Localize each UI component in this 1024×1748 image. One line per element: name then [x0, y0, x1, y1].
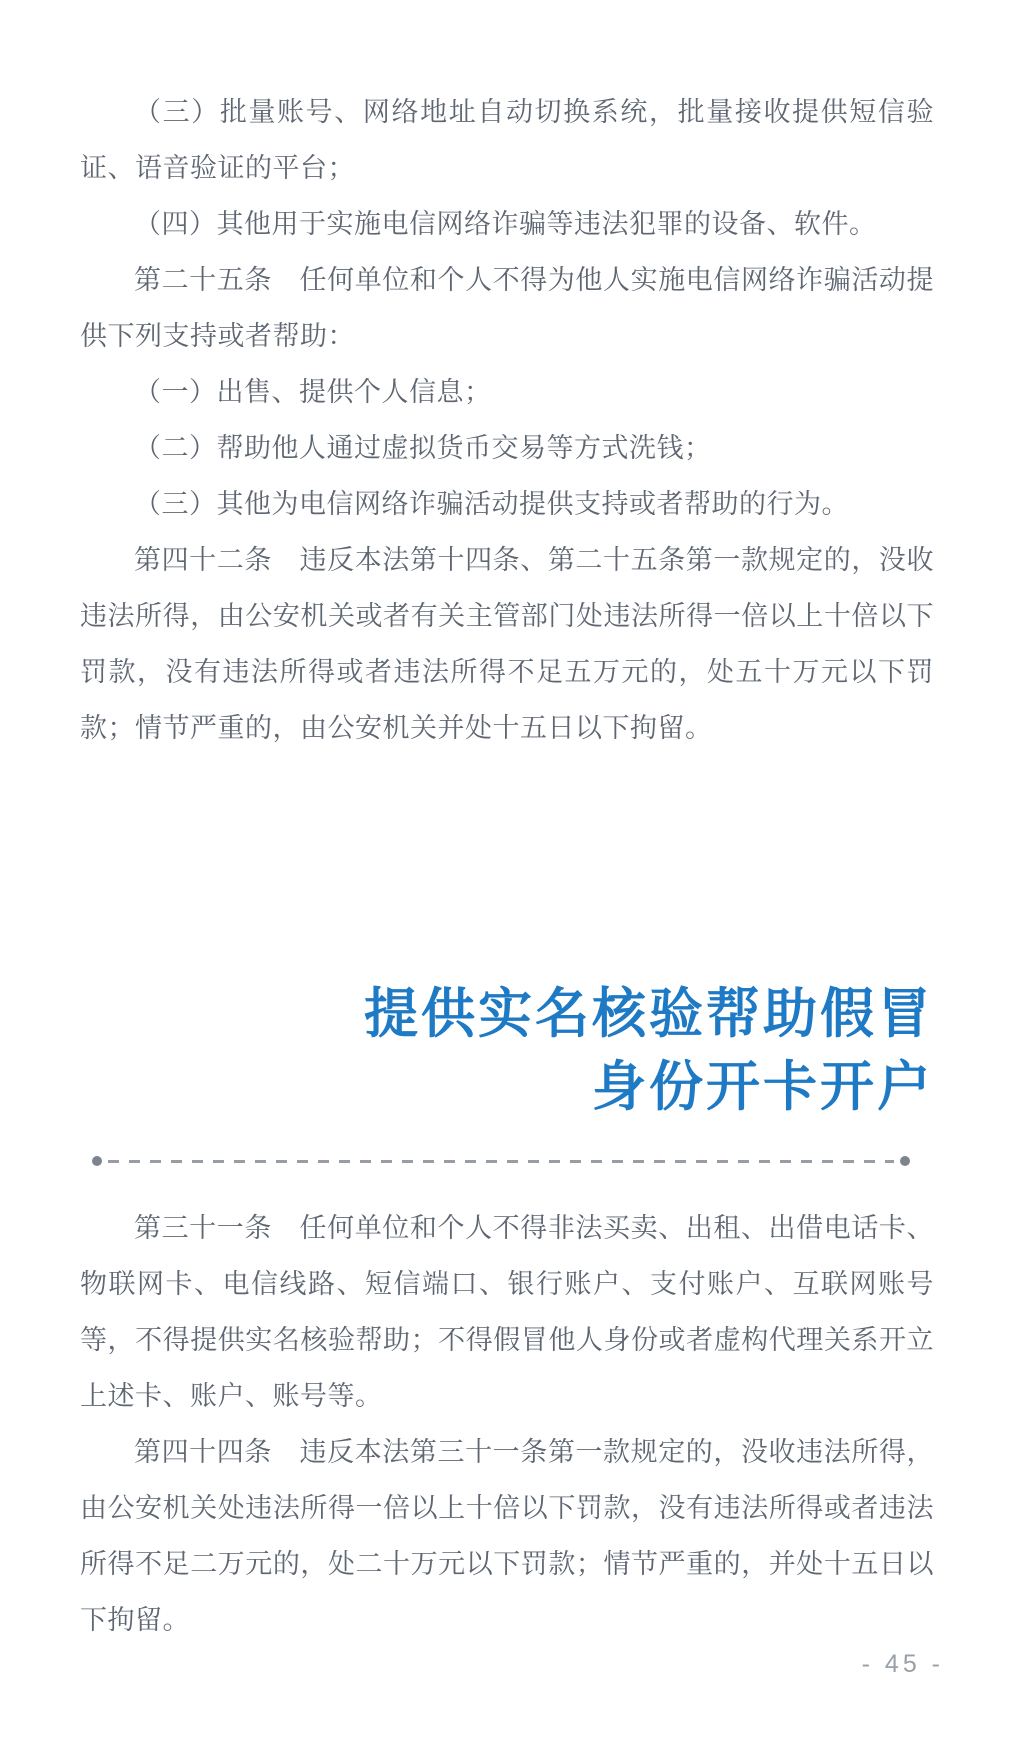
section-heading-line-1: 提供实名核验帮助假冒 [364, 984, 934, 1044]
divider-dot-right-icon [900, 1156, 910, 1166]
body-paragraph: 第四十二条 违反本法第十四条、第二十五条第一款规定的，没收违法所得，由公安机关或者有关主管部门处违法所得一倍以上十倍以下罚款，没有违法所得或者违法所得不足五万元的，处五十万元以下罚款；情节严重的，由公安机关并处十五日以下拘留。 [80, 545, 934, 743]
body-paragraph: 第四十四条 违反本法第三十一条第一款规定的，没收违法所得，由公安机关处违法所得一倍以上十倍以下罚款，没有违法所得或者违法所得不足二万元的，处二十万元以下罚款；情节严重的，并处十五日以下拘留。 [80, 1437, 934, 1635]
dashed-divider [92, 1156, 910, 1166]
body-paragraph: （三）其他为电信网络诈骗活动提供支持或者帮助的行为。 [134, 489, 849, 519]
body-paragraph: 第三十一条 任何单位和个人不得非法买卖、出租、出借电话卡、物联网卡、电信线路、短信端口、银行账户、支付账户、互联网账号等，不得提供实名核验帮助；不得假冒他人身份或者虚构代理关系开立上述卡、账户、账号等。 [80, 1213, 934, 1411]
divider-dot-left-icon [92, 1156, 102, 1166]
body-paragraph: 第二十五条 任何单位和个人不得为他人实施电信网络诈骗活动提供下列支持或者帮助： [80, 265, 934, 351]
section-gap [80, 756, 934, 978]
body-paragraph: （二）帮助他人通过虚拟货币交易等方式洗钱； [134, 433, 712, 463]
body-paragraph: （一）出售、提供个人信息； [134, 377, 492, 407]
section-heading [80, 978, 934, 1124]
body-paragraph: （四）其他用于实施电信网络诈骗等违法犯罪的设备、软件。 [134, 209, 877, 239]
section-heading-line-2: 身份开卡开户 [592, 1057, 934, 1117]
page-number: - 45 - [861, 1650, 944, 1678]
body-paragraph: （三）批量账号、网络地址自动切换系统，批量接收提供短信验证、语音验证的平台； [80, 97, 934, 183]
page-content [80, 84, 934, 1648]
divider-dashed-line [108, 1160, 894, 1163]
